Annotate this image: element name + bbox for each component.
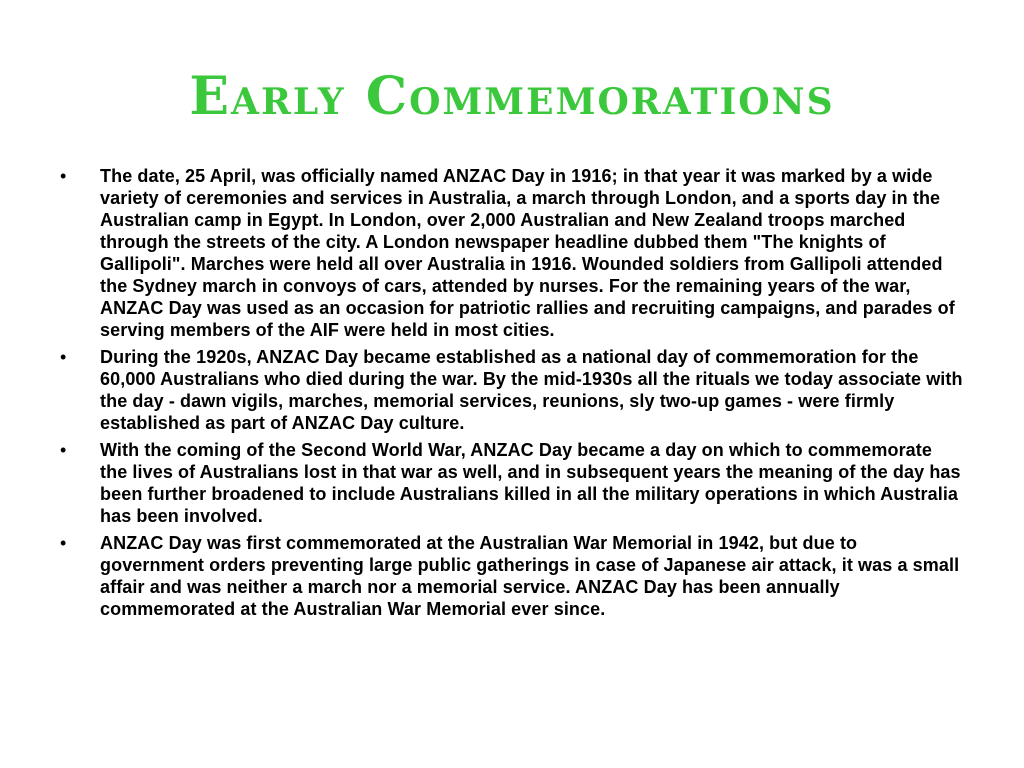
bullet-text: ANZAC Day was first commemorated at the Australian War Memorial in 1942, but due to government orders preventing large public gatherings in case of Japanese air attack, it was a small affair and was neither a march nor a memorial service. ANZAC Day has been annually commemorated at the Australian War Memorial ever since. [100, 533, 960, 619]
bullet-text: The date, 25 April, was officially named ANZAC Day in 1916; in that year it was marked by a wide variety of ceremonies and services in Australia, a march through London, and a sports day in the Australian camp in Egypt. In London, over 2,000 Australian and New Zealand troops marched through the streets of the city. A London newspaper headline dubbed them "The knights of Gallipoli". Marches were held all over Australia in 1916. Wounded soldiers from Gallipoli attended the Sydney march in convoys of cars, attended by nurses. For the remaining years of the war, ANZAC Day was used as an occasion for patriotic rallies and recruiting campaigns, and parades of serving members of the AIF were held in most cities. [100, 166, 955, 340]
bullet-item [60, 439, 964, 527]
bullet-list [60, 165, 964, 625]
bullet-text: With the coming of the Second World War, ANZAC Day became a day on which to commemorate the lives of Australians lost in that war as well, and in subsequent years the meaning of the day has been further broadened to include Australians killed in all the military operations in which Australia has been involved. [100, 440, 961, 526]
slide-title: Early Commemorations [189, 66, 835, 127]
bullet-text: During the 1920s, ANZAC Day became established as a national day of commemoration for the 60,000 Australians who died during the war. By the mid-1930s all the rituals we today associate with the day - dawn vigils, marches, memorial services, reunions, sly two-up games - were firmly established as part of ANZAC Day culture. [100, 347, 963, 433]
bullet-item [60, 346, 964, 434]
bullet-item [60, 532, 964, 620]
bullet-marker: • [60, 347, 67, 367]
bullet-marker: • [60, 166, 67, 186]
bullet-marker: • [60, 440, 67, 460]
bullet-item [60, 165, 964, 341]
bullet-marker: • [60, 533, 67, 553]
